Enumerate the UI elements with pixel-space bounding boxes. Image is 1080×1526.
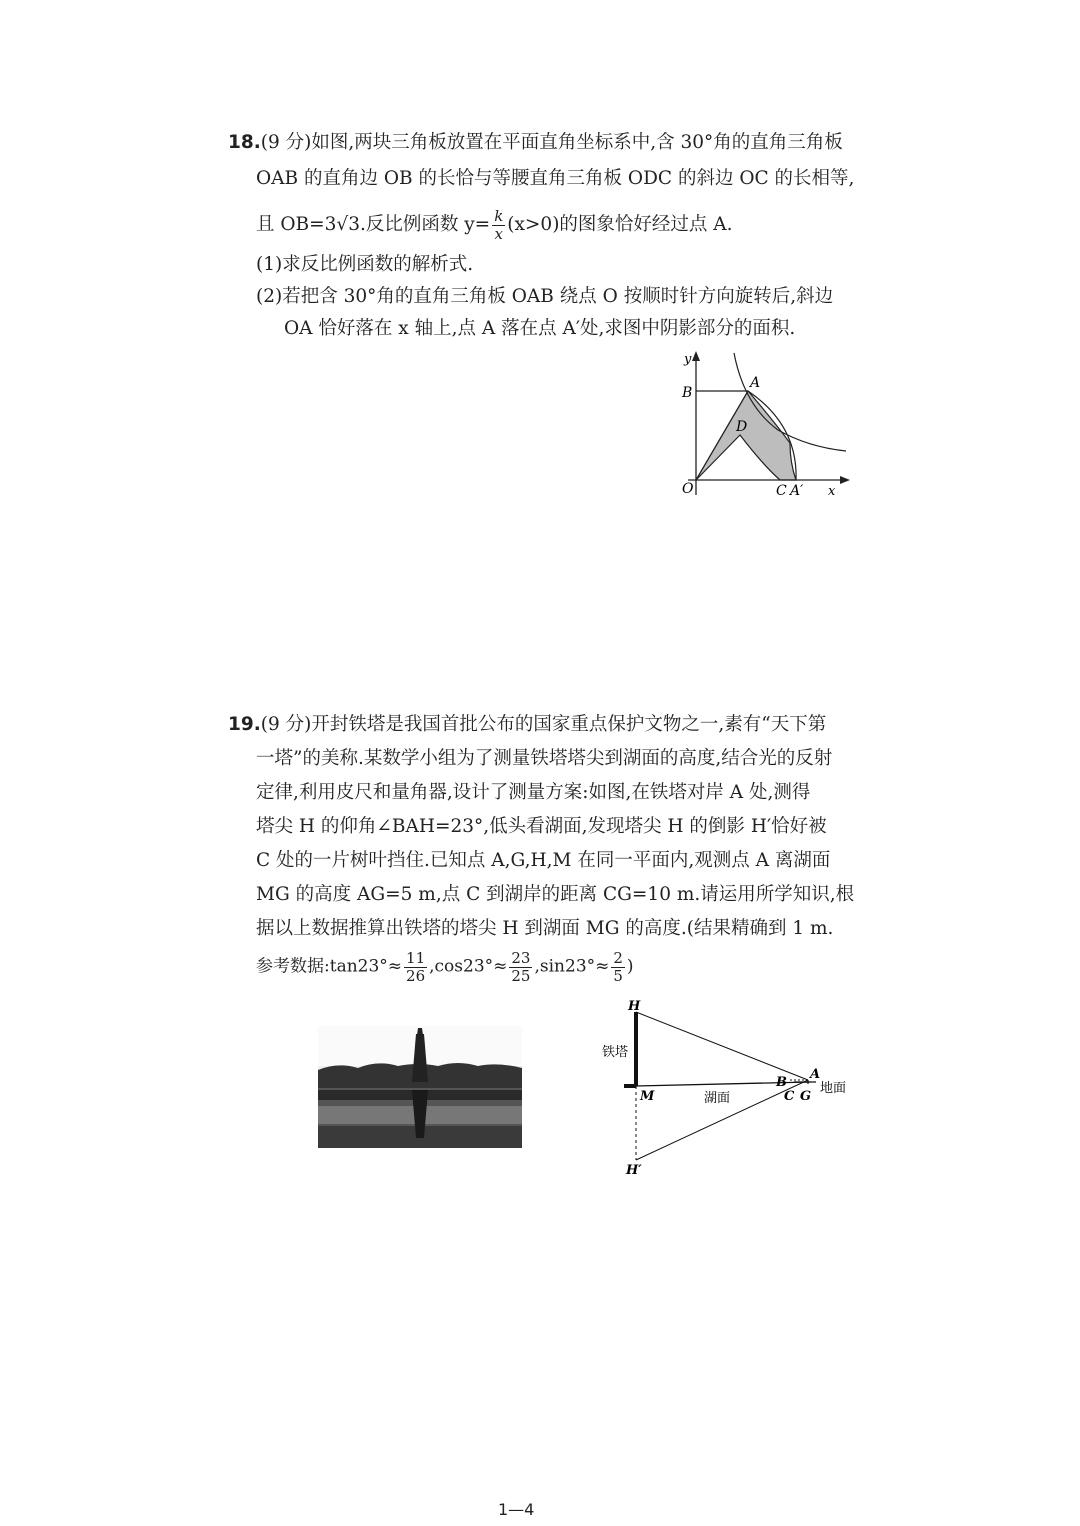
q18-part2-line-2: OA 恰好落在 x 轴上,点 A 落在点 A′处,求图中阴影部分的面积. <box>284 318 796 339</box>
q19-line-4: 塔尖 H 的仰角∠BAH=23°,低头看湖面,发现塔尖 H 的倒影 H′恰好被 <box>256 816 827 837</box>
q18-line-1 <box>228 134 843 153</box>
q18-figure <box>668 345 858 505</box>
q19-figure <box>598 996 858 1181</box>
q18-line-2: OAB 的直角边 OB 的长恰与等腰直角三角板 ODC 的斜边 OC 的长相等, <box>256 168 855 189</box>
label-C: C <box>776 483 787 499</box>
x-axis-arrow <box>840 476 850 484</box>
line-H-A <box>636 1012 808 1080</box>
ref-tan: tan23°≈ <box>329 956 403 977</box>
tan-fraction <box>404 950 427 984</box>
label-B: B <box>682 385 693 401</box>
label-B: B <box>776 1075 787 1090</box>
tan-num: 11 <box>406 949 426 967</box>
q19-line-2: 一塔”的美称.某数学小组为了测量铁塔塔尖到湖面的高度,结合光的反射 <box>256 748 833 769</box>
q18-text-1: 如图,两块三角板放置在平面直角坐标系中,含 30°角的直角三角板 <box>311 132 843 153</box>
q18-frac-num: k <box>494 207 504 225</box>
ref-cos: ,cos23°≈ <box>429 956 508 977</box>
label-D: D <box>736 419 748 435</box>
q19-line-3: 定律,利用皮尺和量角器,设计了测量方案:如图,在铁塔对岸 A 处,测得 <box>256 782 811 803</box>
tower-photo <box>318 1026 522 1148</box>
ref-label: 参考数据: <box>256 956 330 977</box>
tan-den: 26 <box>406 966 426 985</box>
q18-shaded-region <box>696 391 796 480</box>
q19-score: (9 分) <box>260 714 312 735</box>
q19-line-7: 据以上数据推算出铁塔的塔尖 H 到湖面 MG 的高度.(结果精确到 1 m. <box>256 918 834 939</box>
label-A: A <box>750 375 761 391</box>
q19-reference-data <box>256 950 634 984</box>
label-A-prime: A′ <box>790 483 804 499</box>
q18-score: (9 分) <box>260 132 312 153</box>
q18-part1: (1)求反比例函数的解析式. <box>256 254 474 275</box>
label-x: x <box>828 484 836 499</box>
q18-line-3 <box>256 208 733 242</box>
sin-fraction <box>611 950 625 984</box>
q18-part2-line-1: (2)若把含 30°角的直角三角板 OAB 绕点 O 按顺时针方向旋转后,斜边 <box>256 286 834 307</box>
q18-text-3a: 且 OB=3√3.反比例函数 y= <box>256 214 491 235</box>
page-number: 1—4 <box>498 1500 535 1519</box>
cos-den: 25 <box>511 966 531 985</box>
label-O: O <box>682 481 694 497</box>
cos-fraction <box>509 950 532 984</box>
label-H-prime: H′ <box>626 1163 642 1178</box>
label-H: H <box>628 999 641 1014</box>
label-y: y <box>684 352 692 367</box>
q18-number: 18. <box>228 132 261 153</box>
label-tower: 铁塔 <box>602 1045 629 1060</box>
label-C: C <box>784 1089 795 1104</box>
q18-frac-den: x <box>494 224 503 243</box>
q19-text-1: 开封铁塔是我国首批公布的国家重点保护文物之一,素有“天下第 <box>311 714 827 735</box>
label-ground: 地面 <box>820 1081 847 1096</box>
ref-sin: ,sin23°≈ <box>534 956 610 977</box>
label-G: G <box>800 1089 812 1104</box>
q19-line-5: C 处的一片树叶挡住.已知点 A,G,H,M 在同一平面内,观测点 A 离湖面 <box>256 850 831 871</box>
sin-den: 5 <box>613 966 623 985</box>
q18-text-3b: (x>0)的图象恰好经过点 A. <box>507 214 733 235</box>
cos-num: 23 <box>511 949 531 967</box>
q19-line-1 <box>228 716 826 735</box>
y-axis-arrow <box>692 351 700 361</box>
label-lake: 湖面 <box>704 1091 731 1106</box>
sin-num: 2 <box>613 949 623 967</box>
q19-number: 19. <box>228 714 261 735</box>
q19-line-6: MG 的高度 AG=5 m,点 C 到湖岸的距离 CG=10 m.请运用所学知识,根 <box>256 884 855 905</box>
q18-fraction <box>492 208 505 242</box>
ref-end: ) <box>626 956 634 977</box>
label-M: M <box>640 1089 655 1104</box>
label-A: A <box>810 1067 821 1082</box>
